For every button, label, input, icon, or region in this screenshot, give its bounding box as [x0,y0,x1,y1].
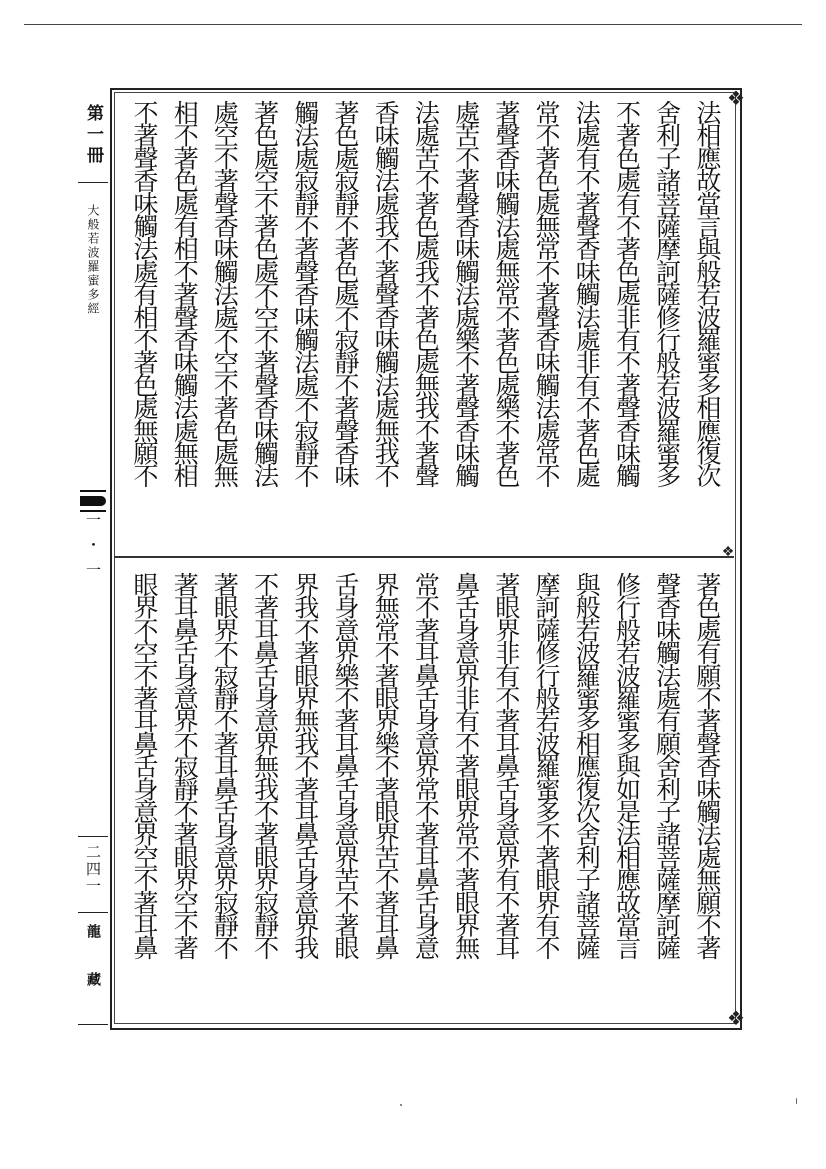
text-column: 觸法處寂靜不著聲香味觸法處不寂靜不 [290,100,320,486]
text-column: 著眼界非有不著耳鼻舌身意界有不著耳 [491,572,521,958]
series-label: 龍藏 [85,924,101,1020]
scan-speck [400,1104,402,1106]
margin-divider [78,912,108,913]
corner-ornament-icon: ❖ [721,544,735,560]
lower-text-panel [128,572,724,1016]
corner-ornament-icon: ❖ [727,1006,745,1030]
text-column: 法相應故當言與般若波羅蜜多相應復次 [692,100,722,486]
text-column: 處空不著聲香味觸法處不空不著色處無 [210,100,240,486]
text-column: 鼻舌身意界非有不著眼界常不著眼界無 [451,572,481,958]
text-column: 著聲香味觸法處無常不著色處樂不著色 [491,100,521,486]
text-column: 處苦不著聲香味觸法處樂不著聲香味觸 [451,100,481,486]
page-margin [78,96,108,1026]
text-column: 常不著耳鼻舌身意界常不著耳鼻舌身意 [411,572,441,958]
upper-text-panel [128,100,724,536]
text-column: 法處苦不著色處我不著色處無我不著聲 [411,100,441,486]
text-column: 與般若波羅蜜多相應復次舍利子諸菩薩 [572,572,602,958]
text-column: 修行般若波羅蜜多與如是法相應故當言 [612,572,642,958]
text-column: 聲香味觸法處有願舍利子諸菩薩摩訶薩 [652,572,682,958]
text-column: 舍利子諸菩薩摩訶薩修行般若波羅蜜多 [652,100,682,486]
text-column: 香味觸法處我不著聲香味觸法處無我不 [371,100,401,486]
volume-label: 第一冊 [83,104,103,167]
text-column: 著色處有願不著聲香味觸法處無願不著 [692,572,722,958]
text-column: 法處有不著聲香味觸法處非有不著色處 [572,100,602,486]
text-column: 著色處空不著色處不空不著聲香味觸法 [250,100,280,486]
text-column: 界無常不著眼界樂不著眼界苦不著耳鼻 [371,572,401,958]
scan-speck [796,1098,797,1104]
text-column: 著色處寂靜不著色處不寂靜不著聲香味 [331,100,361,486]
top-rule [24,24,802,25]
margin-divider [78,836,108,837]
text-column: 著眼界不寂靜不著耳鼻舌身意界寂靜不 [210,572,240,958]
text-column: 不著耳鼻舌身意界無我不著眼界寂靜不 [250,572,280,958]
margin-divider [78,182,108,183]
text-column: 界我不著眼界無我不著耳鼻舌身意界我 [290,572,320,958]
corner-ornament-icon: ❖ [727,86,745,110]
text-column: 不著聲香味觸法處有相不著色處無願不 [130,100,159,486]
text-column: 不著色處有不著色處非有不著聲香味觸 [612,100,642,486]
fish-tail-mark [80,496,106,506]
text-column: 摩訶薩修行般若波羅蜜多不著眼界有不 [532,572,562,958]
panel-divider [114,556,734,558]
text-column: 眼界不空不著耳鼻舌身意界空不著耳鼻 [130,572,159,958]
sutra-title: 大般若波羅蜜多經 [86,204,100,316]
text-column: 常不著色處無常不著聲香味觸法處常不 [532,100,562,486]
text-column: 著耳鼻舌身意界不寂靜不著眼界空不著 [170,572,200,958]
margin-divider [78,1024,108,1025]
text-column: 相不著色處有相不著聲香味觸法處無相 [170,100,200,486]
page-number: 二四一 [84,844,102,895]
section-number: 一・一 [84,512,102,587]
text-column: 舌身意界樂不著耳鼻舌身意界苦不著眼 [331,572,361,958]
